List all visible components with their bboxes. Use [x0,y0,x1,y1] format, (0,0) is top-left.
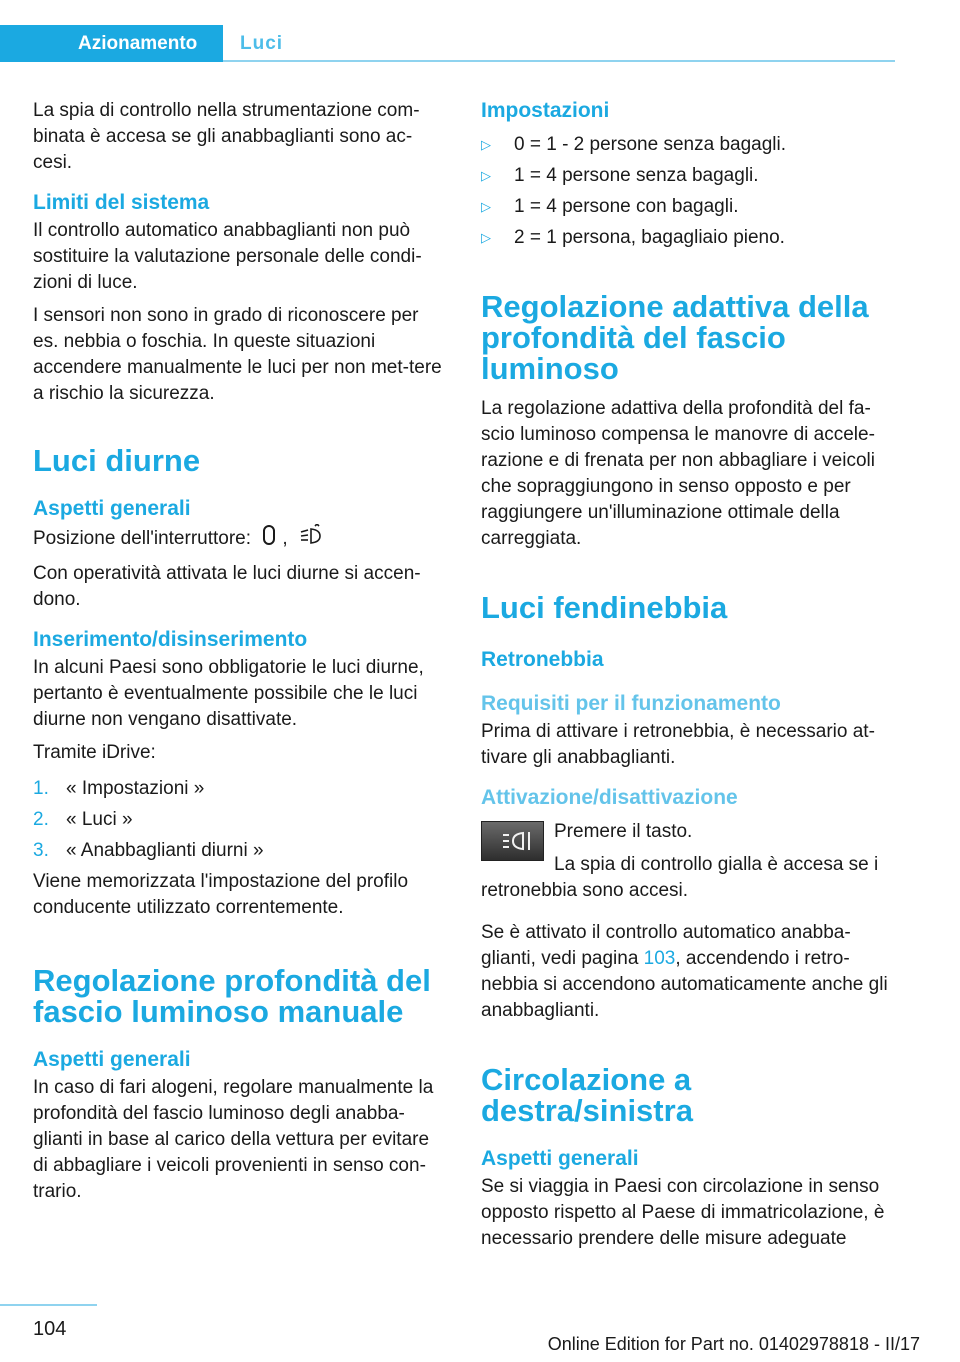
list-item: 3. « Anabbaglianti diurni » [33,840,264,861]
tab-luci: Luci [240,33,284,54]
list-item: 2. « Luci » [33,809,133,830]
adaptive-heading: Regolazione adattiva della profondità del fascio luminoso [481,289,869,386]
tab-azionamento: Azionamento [0,25,223,62]
drl-switch-line [33,524,447,554]
limits-paragraph-2: I sensori non sono in grado di riconoscere per es. nebbia o foschia. In queste situazioni accendere manualmente le luci per non met-tere a rischio la sicurezza. [33,305,442,404]
drl-heading: Luci diurne [33,443,201,478]
left-column [33,98,447,1212]
triangle-bullet-icon: ▷ [481,199,491,214]
requirements-heading: Requisiti per il funzionamento [481,692,781,715]
onoff-paragraph-3: Viene memorizzata l'impostazione del profilo conducente utilizzato correntemente. [33,871,409,918]
activation-paragraph-3: Se è attivato il controllo automatico anabba-glianti, vedi pagina 103, accendendo i retro-nebbia si accendono automaticamente anche gli anabbaglianti. [481,922,888,1021]
drl-switch-separator: , [282,528,288,550]
drl-paragraph: Con operatività attivata le luci diurne si accen-dono. [33,563,421,610]
edition-text: Online Edition for Part no. 01402978818 - II/17 [547,1334,920,1354]
page-number: 104 [33,1318,67,1340]
header-rule [223,60,895,62]
right-column [481,98,895,1259]
drl-general-heading: Aspetti generali [33,497,191,520]
list-item: ▷ 0 = 1 - 2 persone senza bagagli. [481,132,895,158]
triangle-bullet-icon: ▷ [481,137,491,152]
rear-fog-heading: Retronebbia [481,648,604,671]
adaptive-paragraph: La regolazione adattiva della profondità del fa-scio luminoso compensa le manovre di accele-razione e di frenata per non abbagliare i veicoli che sopraggiungono in senso opposto e per raggiungere un'illuminazione ottimale della carreggiata. [481,398,875,549]
traffic-heading: Circolazione a destra/sinistra [481,1062,693,1128]
rear-fog-light-icon [501,830,535,857]
onoff-paragraph-2: Tramite iDrive: [33,742,156,763]
manual-general-heading: Aspetti generali [33,1048,191,1071]
triangle-bullet-icon: ▷ [481,168,491,183]
list-item: 1. « Impostazioni » [33,778,205,799]
light-off-icon [262,524,276,554]
limits-paragraph-1: Il controllo automatico anabbaglianti non può sostituire la valutazione personale delle condi-zioni di luce. [33,220,422,293]
activation-paragraph-1: Premere il tasto. [554,821,693,842]
limits-heading: Limiti del sistema [33,191,210,214]
activation-paragraph-2: La spia di controllo gialla è accesa se i retronebbia sono accesi. [481,854,879,901]
page-link[interactable]: 103 [643,948,676,969]
manual-paragraph: In caso di fari alogeni, regolare manualmente la profondità del fascio luminoso degli anabba-glianti in base al carico della vettura per evitare di abbagliare i veicoli provenienti in senso con-trario. [33,1077,434,1202]
rear-fog-button-image [481,821,544,861]
activation-heading: Attivazione/disattivazione [481,786,738,809]
list-item: ▷ 1 = 4 persone con bagagli. [481,194,895,220]
drl-switch-label: Posizione dell'interruttore: [33,528,252,550]
settings-heading: Impostazioni [481,99,610,122]
footer-rule [0,1304,97,1306]
onoff-paragraph-1: In alcuni Paesi sono obbligatorie le luci diurne, pertanto è eventualmente possibile che le luci diurne non vengano disattivate. [33,657,424,730]
traffic-paragraph: Se si viaggia in Paesi con circolazione in senso opposto rispetto al Paese di immatricolazione, è necessario prendere delle misure adeguate [481,1176,885,1249]
list-item: ▷ 2 = 1 persona, bagagliaio pieno. [481,225,895,251]
intro-paragraph: La spia di controllo nella strumentazione com-binata è accesa se gli anabbaglianti sono ac-cesi. [33,100,420,173]
traffic-general-heading: Aspetti generali [481,1147,639,1170]
onoff-heading: Inserimento/disinserimento [33,628,308,651]
list-item: ▷ 1 = 4 persone senza bagagli. [481,163,895,189]
auto-headlight-icon [299,524,323,554]
requirements-paragraph: Prima di attivare i retronebbia, è necessario at-tivare gli anabbaglianti. [481,721,875,768]
fog-heading: Luci fendinebbia [481,590,728,625]
manual-heading: Regolazione profondità del fascio luminoso manuale [33,963,431,1029]
header-tabs [0,25,895,62]
triangle-bullet-icon: ▷ [481,230,491,245]
